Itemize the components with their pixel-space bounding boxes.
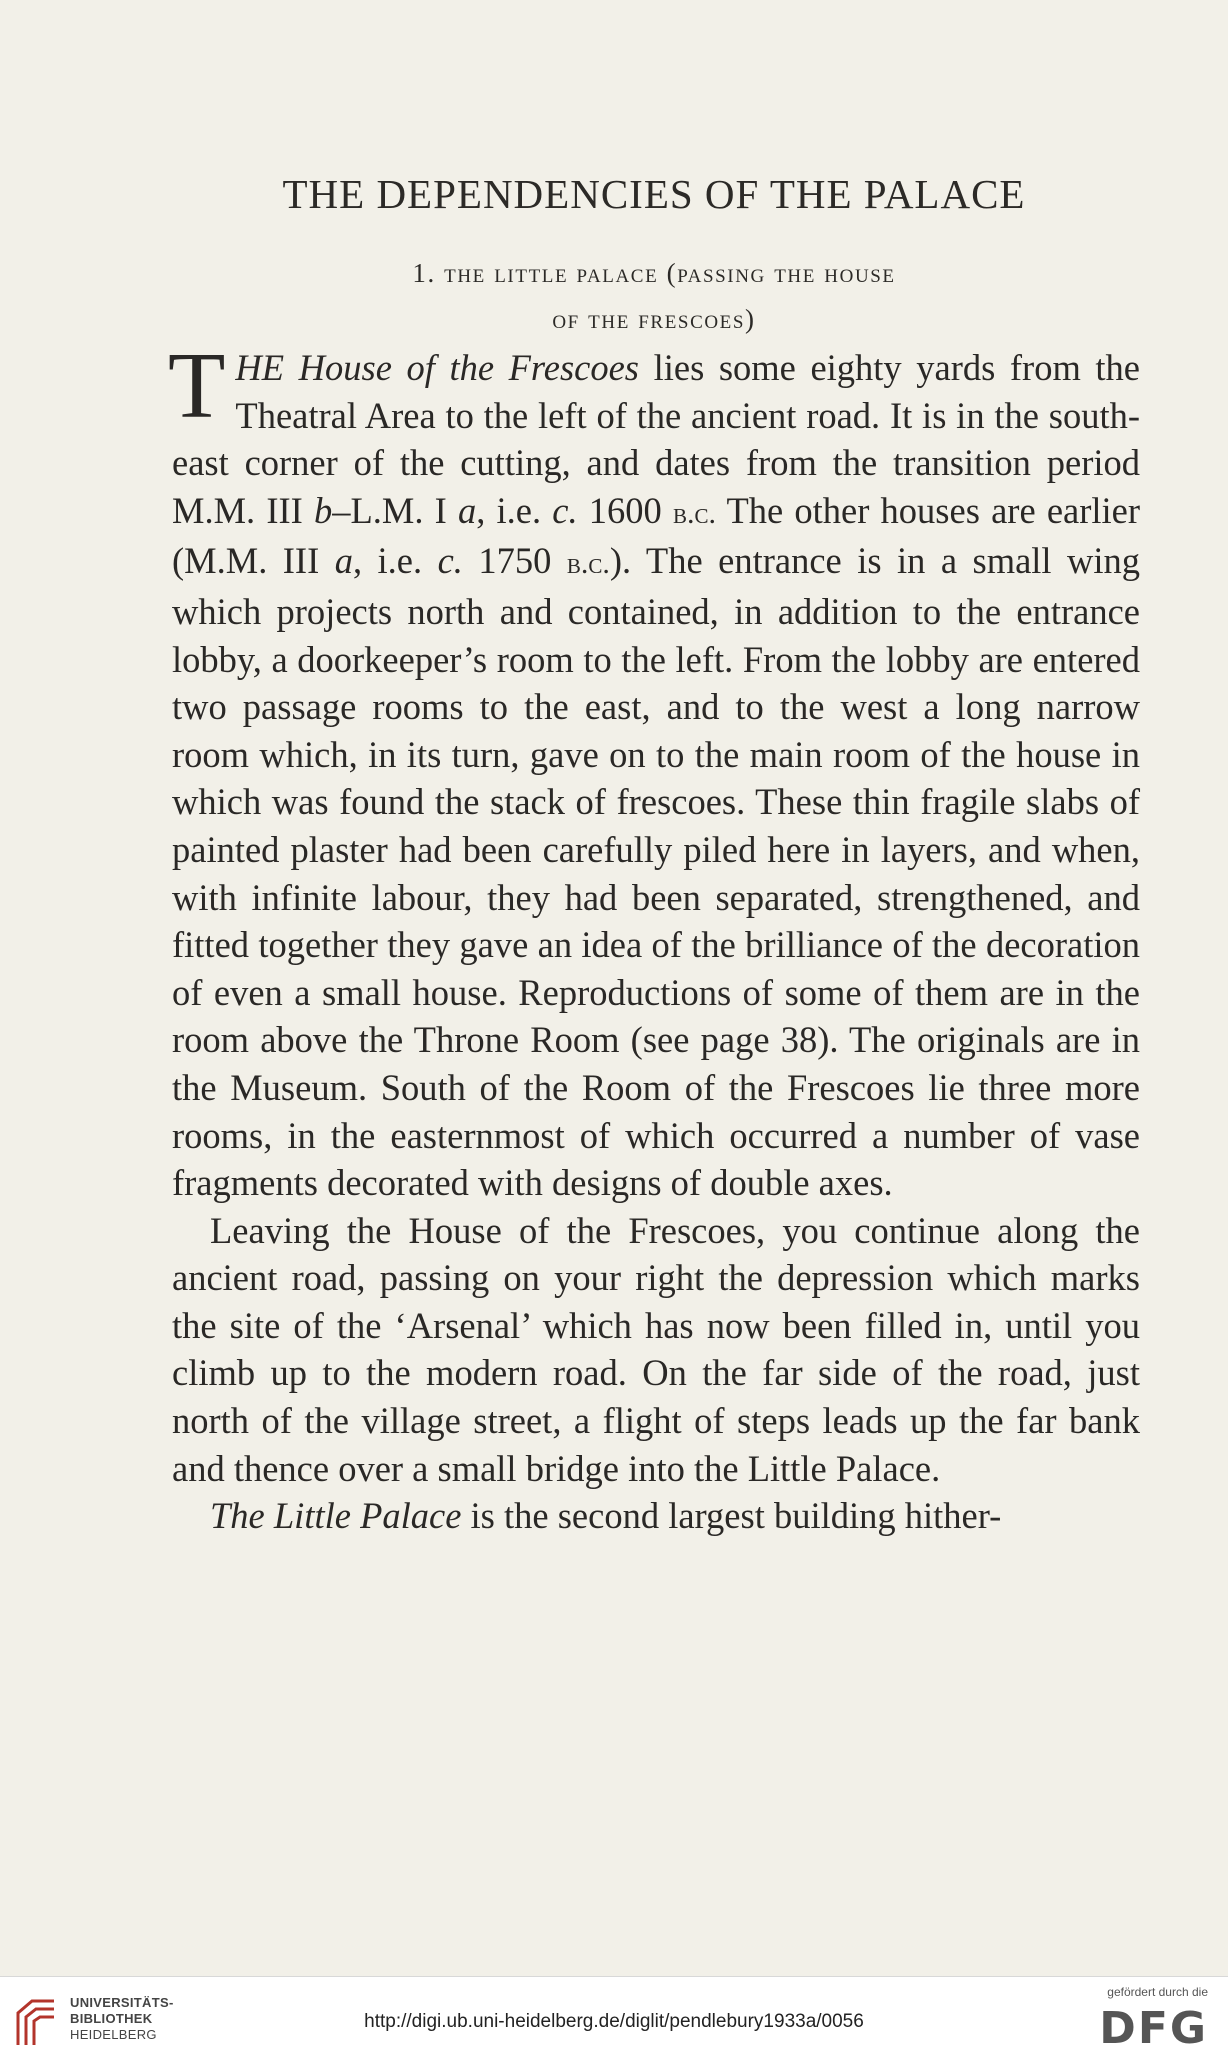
italic-run: The Little Palace	[210, 1495, 462, 1537]
italic-run: a	[334, 540, 353, 582]
library-name-line: UNIVERSITÄTS-	[70, 1995, 174, 2010]
text-run: The other houses are earlier (M.M. III	[172, 489, 1141, 582]
italic-run: c.	[552, 489, 578, 531]
italic-run: a	[457, 489, 477, 531]
library-name-line: HEIDELBERG	[70, 2027, 157, 2042]
text-run: –L.M. I	[332, 489, 458, 531]
paragraph-little-palace	[172, 1492, 1140, 1540]
text-run: is the second largest building hither-	[461, 1495, 1002, 1537]
section-heading-line2: of the frescoes)	[552, 304, 756, 334]
italic-run: c.	[437, 540, 463, 582]
text-run: 1750	[462, 540, 567, 582]
page-title: THE DEPENDENCIES OF THE PALACE	[282, 171, 1026, 217]
text-run: , i.e.	[476, 489, 553, 531]
paragraph-leaving-house: Leaving the House of the Frescoes, you continue along the ancient road, passing on your right the depression which marks the site of the ‘Arsenal’ which has now been filled in, until you climb up to the modern road. On the far side of the road, just north of the village street, a flight of steps leads up the far bank and thence over a small bridge into the Little Palace.	[172, 1209, 1140, 1489]
funding-note: gefördert durch die	[1107, 1985, 1208, 1999]
small-caps-run: b.c.	[566, 547, 610, 581]
drop-cap: T	[168, 334, 226, 438]
body-text	[168, 334, 1141, 1540]
lead-italic: HE House of the Frescoes	[235, 347, 640, 388]
paragraph-house-of-frescoes	[168, 334, 1141, 1207]
small-caps-run: b.c.	[672, 496, 716, 530]
italic-run: b	[313, 489, 333, 531]
viewer-footer	[0, 1976, 1228, 2065]
text-run: lies some eighty yards from the Theatral Area to the left of the ancient road. It is in the south-east corner of the cutting, and dates from the transition period M.M. III	[172, 347, 1140, 531]
permalink-url[interactable]: http://digi.ub.uni-heidelberg.de/diglit/pendlebury1933a/0056	[364, 2011, 864, 2032]
text-run: , i.e.	[352, 540, 438, 582]
section-heading-line1: 1. the little palace (passing the house	[412, 258, 896, 288]
section-heading	[0, 250, 1228, 342]
library-name-line: BIBLIOTHEK	[70, 2011, 153, 2026]
text-run: ). The entrance is in a small wing which projects north and contained, in addition to the entrance lobby, a doorkeeper’s room to the left. From the lobby are entered two passage rooms to the east, and to the west a long narrow room which, in its turn, gave on to the main room of the house in which was found the stack of frescoes. These thin fragile slabs of painted plaster had been carefully piled here in layers, and when, with infinite labour, they had been separated, strengthened, and fitted together they gave an idea of the brilliance of the decoration of even a small house. Reproductions of some of them are in the room above the Throne Room (see page 38). The originals are in the Museum. South of the Room of the Frescoes lie three more rooms, in the easternmost of which occurred a number of vase fragments decorated with designs of double axes.	[172, 540, 1141, 1204]
text-run: 1600	[577, 489, 673, 531]
dfg-logo-icon: DFG	[1099, 2003, 1208, 2054]
